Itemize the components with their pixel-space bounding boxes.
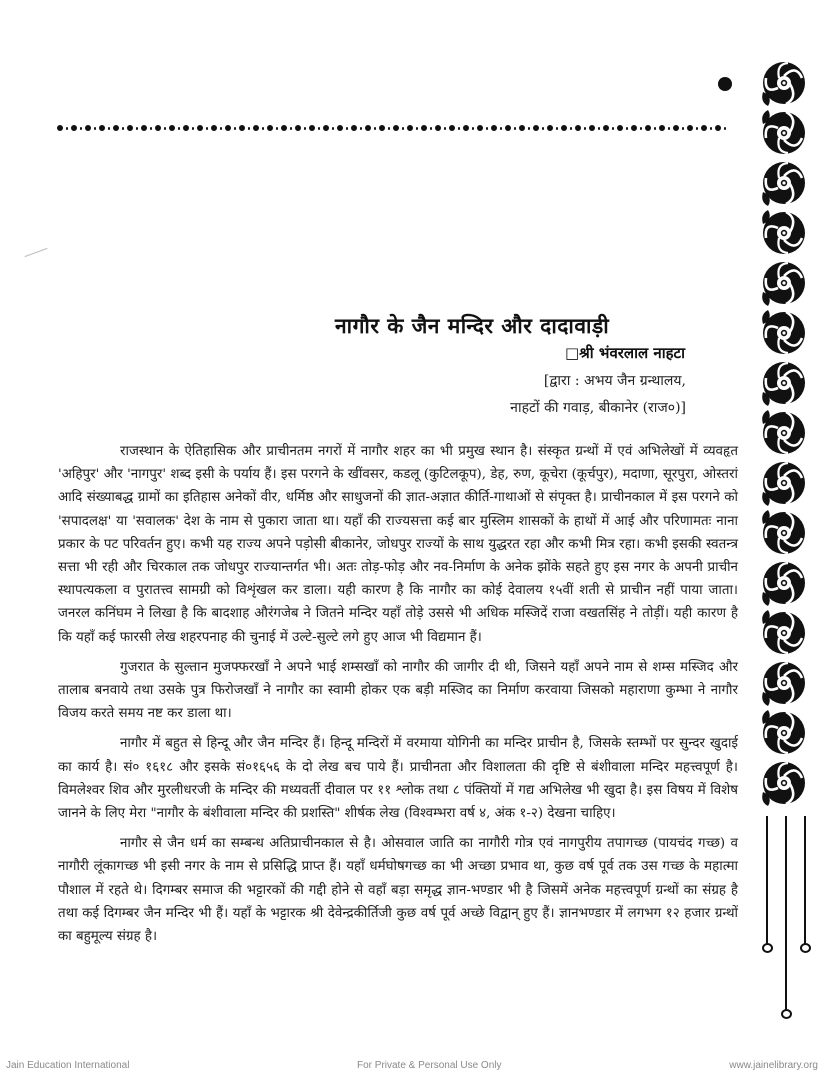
paragraph: राजस्थान के ऐतिहासिक और प्राचीनतम नगरों में नागौर शहर का भी प्रमुख स्थान है। संस्कृत ग्रन्थों में एवं अभिलेखों में व्यवहृत 'अहिपुर' और 'नागपुर' शब्द इसी के पर्याय हैं। इस परगने के खींवसर, कडलू (कुटिलकूप), डेह, रुण, कूचेरा (कूर्चपुर), मदाणा, सूरपुरा, ओस्तरां आदि संख्याबद्ध ग्रामों का इतिहास अनेकों वीर, धर्मिष्ठ और साधुजनों की ज्ञात-अज्ञात कीर्ति-गाथाओं से संपृक्त है। प्राचीनकाल में इस परगने को 'सपादलक्ष' या 'सवालक' देश के नाम से पुकारा जाता था। यहाँ की राज्यसत्ता कई बार मुस्लिम शासकों के हाथों में आई और परिणामतः नाना प्रकार के पट परिवर्तन हुए। कभी यह राज्य अपने पड़ोसी बीकानेर, जोधपुर राज्यों के साथ युद्धरत रहा और कभी मित्र रहा। कभी इसकी स्वतन्त्र सत्ता भी रही और चिरकाल तक जोधपुर राज्यान्तर्गत भी। अतः तोड़-फोड़ और नव-निर्माण के अनेक झोंके सहते हुए इस नगर के अपनी प्राचीन स्थापत्यकला व पुरातत्त्व सामग्री को विशृंखल कर डाला। यही कारण है कि नागौर का कोई देवालय १५वीं शती से प्राचीन नहीं पाया जाता। जनरल कनिंघम ने लिखा है कि बादशाह औरंगजेब ने जितने मन्दिर यहाँ तोड़े उससे भी अधिक मस्जिदें राजा वखतसिंह ने तोड़ीं। यही कारण है कि यहाँ कई फारसी लेख शहरपनाह की चुनाई में उल्टे-सुल्टे लगे हुए आज भी विद्यमान हैं।: [58, 444, 738, 645]
hanging-line-right: [804, 816, 806, 944]
paragraph: गुजरात के सुल्तान मुजफ्फरखाँ ने अपने भाई शम्सखाँ को नागौर की जागीर दी थी, जिसने यहाँ अपने नाम से शम्स मस्जिद और तालाब बनवाये तथा उसके पुत्र फिरोजखाँ ने नागौर का स्वामी होकर एक बड़ी मस्जिद का निर्माण करवाया जिसको महाराणा कुम्भा ने नागौर विजय करते समय नष्ट कर डाला था।: [58, 659, 738, 722]
address-line-1: [द्वारा : अभय जैन ग्रन्थालय,: [543, 373, 686, 389]
paisley-medallion-icon: [758, 208, 810, 258]
paisley-medallion-icon: [758, 358, 810, 408]
article-body: [58, 440, 738, 948]
ring-right-icon: [800, 943, 811, 953]
paisley-medallion-icon: [758, 158, 810, 208]
article-title: नागौर के जैन मन्दिर और दादावाड़ी: [335, 313, 610, 338]
ring-left-icon: [762, 943, 773, 953]
paragraph: नागौर में बहुत से हिन्दू और जैन मन्दिर हैं। हिन्दू मन्दिरों में वरमाया योगिनी का मन्दिर प्राचीन है, जिसके स्तम्भों पर सुन्दर खुदाई का कार्य है। सं० १६१८ और इसके सं०१६५६ के दो लेख बच पाये हैं। प्राचीनता और विशालता की दृष्टि से बंशीवाला मन्दिर महत्त्वपूर्ण है। विमलेश्वर शिव और मुरलीधरजी के मन्दिर की मध्यवर्ती दीवाल पर ११ श्लोक तथा ८ पंक्तियों में गद्य अभिलेख भी खुदा है। इस विषय में विशेष जानने के लिए मेरा "नागौर के बंशीवाला मन्दिर की प्रशस्ति" शीर्षक लेख (विश्वम्भरा वर्ष ४, अंक १-२) देखना चाहिए।: [58, 736, 738, 822]
ring-center-icon: [781, 1009, 792, 1019]
hanging-line-left: [766, 816, 768, 944]
ornament-dot-icon: [718, 77, 732, 91]
paisley-medallion-icon: [758, 758, 810, 808]
address-line-2: नाहटों की गवाड़, बीकानेर (राज०)]: [510, 400, 686, 416]
paisley-medallion-icon: [758, 458, 810, 508]
paisley-medallion-icon: [758, 608, 810, 658]
footer-usage-note: For Private & Personal Use Only: [357, 1060, 502, 1071]
paisley-medallion-icon: [758, 408, 810, 458]
author-address: [510, 368, 686, 422]
decorative-side-border: [758, 58, 812, 808]
article-author: □श्री भंवरलाल नाहटा: [565, 344, 685, 362]
footer-website-link[interactable]: www.jainelibrary.org: [729, 1060, 818, 1071]
scan-speck: [25, 248, 48, 257]
footer-publisher: Jain Education International: [6, 1060, 130, 1071]
paisley-medallion-icon: [758, 58, 810, 108]
paisley-medallion-icon: [758, 108, 810, 158]
header-dashed-rule: [57, 124, 729, 132]
hanging-line-center: [785, 816, 787, 1010]
paisley-medallion-icon: [758, 708, 810, 758]
paisley-medallion-icon: [758, 558, 810, 608]
paragraph: नागौर से जैन धर्म का सम्बन्ध अतिप्राचीनकाल से है। ओसवाल जाति का नागौरी गोत्र एवं नागपुरीय तपागच्छ (पायचंद गच्छ) व नागौरी लूंकागच्छ भी इसी नगर के नाम से प्रसिद्धि प्राप्त हैं। यहाँ धर्मघोषगच्छ का भी अच्छा प्रभाव था, कुछ वर्ष पूर्व तक उस गच्छ के महात्मा पौशाल में रहते थे। दिगम्बर समाज की भट्टारकों की गद्दी होने से वहाँ बड़ा समृद्ध ज्ञान-भण्डार भी है जिसमें अनेक महत्त्वपूर्ण ग्रन्थों का संग्रह है तथा कई दिगम्बर जैन मन्दिर भी हैं। यहाँ के भट्टारक श्री देवेन्द्रकीर्तिजी कुछ वर्ष पूर्व अच्छे विद्वान् हुए हैं। ज्ञानभण्डार में लगभग १२ हजार ग्रन्थों का बहुमूल्य संग्रह है।: [58, 836, 738, 945]
paisley-medallion-icon: [758, 258, 810, 308]
paisley-medallion-icon: [758, 308, 810, 358]
paisley-medallion-icon: [758, 508, 810, 558]
paisley-medallion-icon: [758, 658, 810, 708]
